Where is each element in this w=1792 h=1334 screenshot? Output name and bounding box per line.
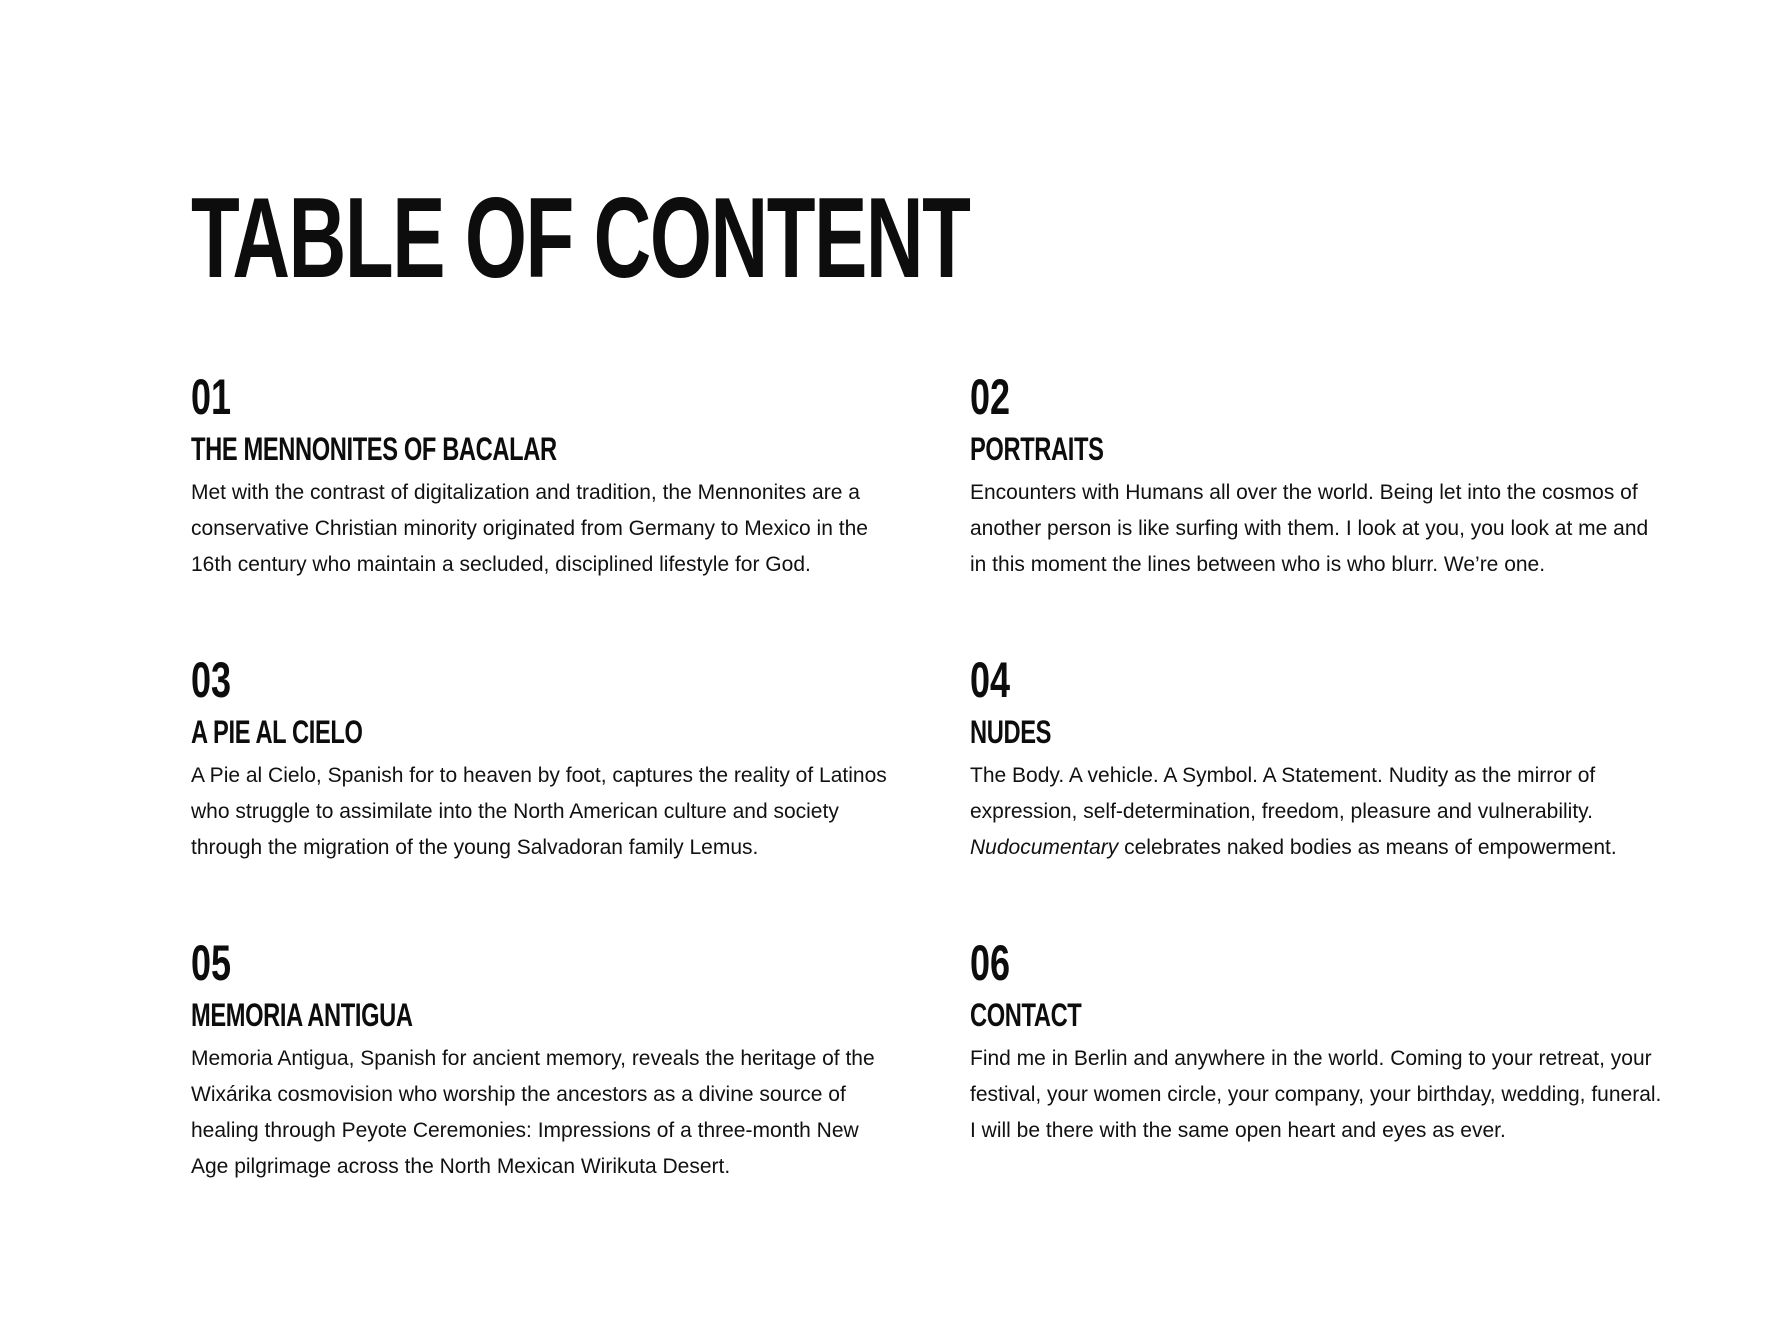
entry-description: Encounters with Humans all over the world. Being let into the cosmos of another person is like surfing with them. I look at you, you look at me and in this moment the lines between who is who blurr. We’re one. — [970, 481, 1649, 576]
entry-number: 03 — [191, 652, 232, 708]
entry-number: 01 — [191, 369, 232, 425]
entry-description: Find me in Berlin and anywhere in the world. Coming to your retreat, your festival, your women circle, your company, your birthday, wedding, funeral. I will be there with the same open heart and eyes as ever. — [970, 1047, 1662, 1142]
contents-entry-03[interactable] — [191, 652, 970, 938]
entry-number: 06 — [970, 935, 1011, 991]
page-title: TABLE OF CONTENT — [191, 175, 970, 302]
contents-entry-06[interactable] — [970, 935, 1691, 1221]
entry-number: 04 — [970, 652, 1011, 708]
entry-description: A Pie al Cielo, Spanish for to heaven by foot, captures the reality of Latinos who struggle to assimilate into the North American culture and society through the migration of the young Salvadoran family Lemus. — [191, 764, 887, 859]
contents-entry-01[interactable] — [191, 369, 970, 655]
entry-number: 02 — [970, 369, 1011, 425]
entry-title: MEMORIA ANTIGUA — [191, 997, 413, 1033]
entry-description — [970, 758, 1670, 866]
contents-entry-05[interactable] — [191, 935, 970, 1221]
contents-entry-04[interactable] — [970, 652, 1691, 938]
contents-entry-02[interactable] — [970, 369, 1691, 655]
entry-number: 05 — [191, 935, 232, 991]
entry-description-outro: celebrates naked bodies as means of empowerment. — [1124, 836, 1617, 859]
entry-title: NUDES — [970, 714, 1052, 750]
contents-grid — [191, 369, 1691, 1221]
entry-description: Met with the contrast of digitalization and tradition, the Mennonites are a conservative Christian minority originated from Germany to Mexico in the 16th century who maintain a secluded, disciplined lifestyle for God. — [191, 481, 868, 576]
entry-description: Memoria Antigua, Spanish for ancient memory, reveals the heritage of the Wixárika cosmovision who worship the ancestors as a divine source of healing through Peyote Ceremonies: Impressions of a three-month New Age pilgrimage across the North Mexican Wirikuta Desert. — [191, 1047, 875, 1178]
entry-title: CONTACT — [970, 997, 1082, 1033]
entry-title: A PIE AL CIELO — [191, 714, 363, 750]
entry-description-italic: Nudocumentary — [970, 836, 1119, 859]
entry-description-intro: The Body. A vehicle. A Symbol. A Statement. Nudity as the mirror of expression, self-determination, freedom, pleasure and vulnerability. — [970, 764, 1596, 823]
entry-title: THE MENNONITES OF BACALAR — [191, 431, 557, 467]
entry-title: PORTRAITS — [970, 431, 1104, 467]
